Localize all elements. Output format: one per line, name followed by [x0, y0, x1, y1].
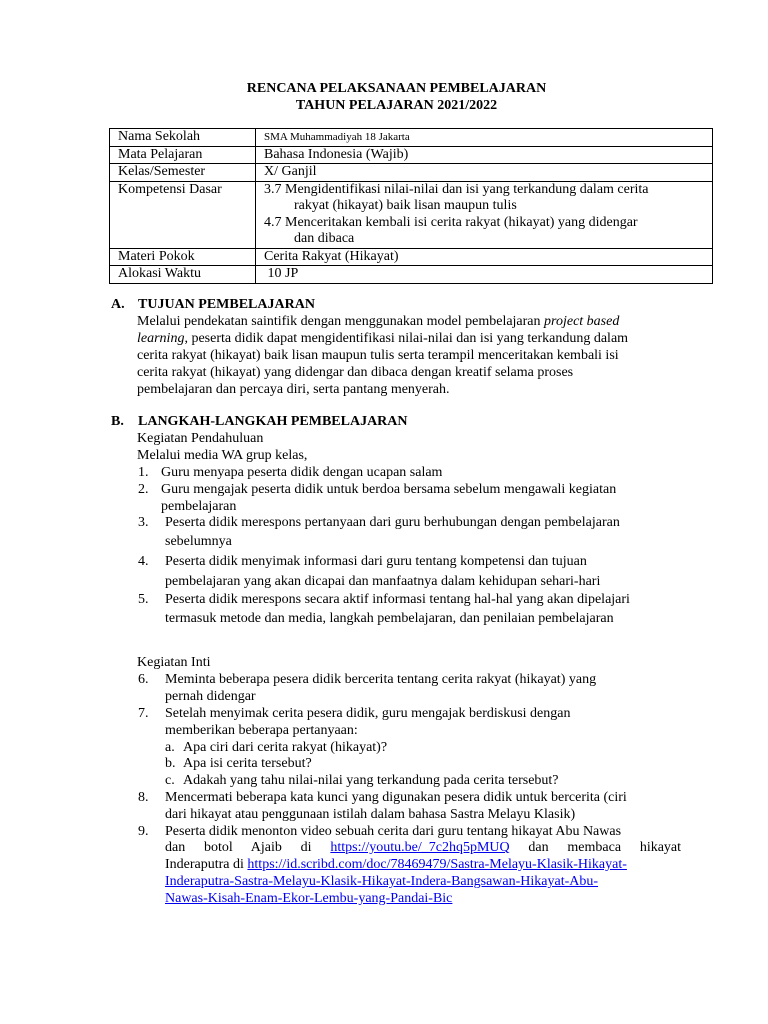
step-number: 4.: [138, 554, 149, 569]
step-9-line-1: Peserta didik menonton video sebuah cerita dari guru tentang hikayat Abu Nawas: [165, 824, 622, 839]
text-run: Inderaputra di: [165, 857, 248, 872]
intro-heading: Kegiatan Pendahuluan: [137, 431, 264, 446]
step-1: Guru menyapa peserta didik dengan ucapan salam: [161, 465, 443, 480]
step-5-line-1: Peserta didik merespons secara aktif informasi tentang hal-hal yang akan dipelajari: [165, 592, 630, 607]
subject-value: Bahasa Indonesia (Wajib): [256, 146, 713, 164]
text-run: membaca: [567, 840, 622, 855]
kd-2-line2: dan dibaca: [294, 231, 355, 246]
step-4-line-1: Peserta didik menyimak informasi dari guru tentang kompetensi dan tujuan: [165, 554, 587, 569]
section-a-line-5: pembelajaran dan percaya diri, serta pantang menyerah.: [137, 382, 450, 397]
italic-run: project based: [544, 314, 620, 329]
table-row: [110, 266, 713, 284]
kd-label: Kompetensi Dasar: [110, 181, 256, 248]
step-number: 2.: [138, 482, 149, 497]
text-run: dan: [165, 840, 186, 855]
scribd-link-end[interactable]: Nawas-Kisah-Enam-Ekor-Lembu-yang-Pandai-Bic: [165, 891, 453, 906]
text-run: dan: [528, 840, 549, 855]
question-label: c.: [165, 773, 175, 788]
section-b-heading: [111, 414, 408, 430]
school-value: SMA Muhammadiyah 18 Jakarta: [256, 129, 713, 147]
step-number: 3.: [138, 515, 149, 530]
materi-value: Cerita Rakyat (Hikayat): [256, 248, 713, 266]
step-8-line-2: dari hikayat atau penggunaan istilah dalam bahasa Sastra Melayu Klasik): [165, 807, 576, 822]
step-9-line-4: [165, 874, 598, 890]
scribd-link[interactable]: https://id.scribd.com/doc/78469479/Sastra-Melayu-Klasik-Hikayat-: [247, 857, 627, 872]
intro-sub: Melalui media WA grup kelas,: [137, 448, 308, 463]
step-9-line-5: [165, 891, 452, 907]
section-b-letter: B.: [111, 414, 124, 429]
class-label: Kelas/Semester: [110, 164, 256, 182]
table-row: [110, 181, 713, 248]
step-9-line-2: [165, 840, 681, 856]
step-7-line-1: Setelah menyimak cerita pesera didik, guru mengajak berdiskusi dengan: [165, 706, 571, 721]
doc-title: RENCANA PELAKSANAAN PEMBELAJARAN: [246, 81, 547, 96]
text-run: , peserta didik dapat mengidentifikasi nilai-nilai dan isi yang terkandung dalam: [184, 331, 629, 346]
table-row: [110, 129, 713, 147]
kd-2-line1: 4.7 Menceritakan kembali isi cerita rakyat (hikayat) yang didengar: [264, 214, 638, 230]
step-2-line-2: pembelajaran: [161, 499, 237, 514]
text-run: Melalui pendekatan saintifik dengan menggunakan model pembelajaran: [137, 314, 545, 329]
kd-value: [256, 181, 713, 248]
step-number: 9.: [138, 824, 149, 839]
section-a-line-4: cerita rakyat (hikayat) yang didengar dan dibaca dengan kreatif selama proses: [137, 365, 574, 380]
step-9-line-3: [165, 857, 627, 873]
info-table: [109, 128, 713, 284]
kd-1-line1: 3.7 Mengidentifikasi nilai-nilai dan isi yang terkandung dalam cerita: [264, 181, 649, 197]
section-a-line-1: [137, 314, 619, 330]
question-b: Apa isi cerita tersebut?: [183, 756, 312, 771]
scribd-link-cont[interactable]: Inderaputra-Sastra-Melayu-Klasik-Hikayat-Indera-Bangsawan-Hikayat-Abu-: [165, 874, 599, 889]
step-5-line-2: termasuk metode dan media, langkah pembelajaran, dan penilaian pembelajaran: [165, 611, 614, 626]
question-c: Adakah yang tahu nilai-nilai yang terkandung pada cerita tersebut?: [183, 773, 559, 788]
text-run: botol: [204, 840, 233, 855]
step-number: 8.: [138, 790, 149, 805]
step-3-line-2: sebelumnya: [165, 534, 232, 549]
section-a-line-2: [137, 331, 628, 347]
class-value: X/ Ganjil: [256, 164, 713, 182]
text-run: Ajaib: [250, 840, 282, 855]
section-a-title: TUJUAN PEMBELAJARAN: [138, 297, 315, 312]
table-row: [110, 248, 713, 266]
section-b-title: LANGKAH-LANGKAH PEMBELAJARAN: [138, 414, 408, 429]
question-a: Apa ciri dari cerita rakyat (hikayat)?: [183, 740, 388, 755]
doc-subtitle: TAHUN PELAJARAN 2021/2022: [295, 98, 498, 113]
question-label: a.: [165, 740, 175, 755]
youtube-link[interactable]: https://youtu.be/_7c2hq5pMUQ: [330, 840, 510, 855]
section-a-heading: [111, 297, 315, 313]
text-run: di: [300, 840, 312, 855]
section-a-line-3: cerita rakyat (hikayat) baik lisan maupun tulis serta terampil menceritakan kembali isi: [137, 348, 619, 363]
step-7-line-2: memberikan beberapa pertanyaan:: [165, 723, 358, 738]
alokasi-label: Alokasi Waktu: [110, 266, 256, 284]
step-6-line-2: pernah didengar: [165, 689, 256, 704]
school-label: Nama Sekolah: [110, 129, 256, 147]
step-8-line-1: Mencermati beberapa kata kunci yang digunakan pesera didik untuk bercerita (ciri: [165, 790, 627, 805]
text-run: hikayat: [639, 840, 682, 855]
step-number: 1.: [138, 465, 149, 480]
kd-1-line2: rakyat (hikayat) baik lisan maupun tulis: [294, 198, 517, 213]
step-2-line-1: Guru mengajak peserta didik untuk berdoa bersama sebelum mengawali kegiatan: [161, 482, 617, 497]
section-a-letter: A.: [111, 297, 125, 312]
core-heading: Kegiatan Inti: [137, 655, 211, 670]
step-3-line-1: Peserta didik merespons pertanyaan dari guru berhubungan dengan pembelajaran: [165, 515, 620, 530]
alokasi-value: 10 JP: [256, 266, 713, 284]
step-4-line-2: pembelajaran yang akan dicapai dan manfaatnya dalam kehidupan sehari-hari: [165, 574, 601, 589]
step-6-line-1: Meminta beberapa pesera didik bercerita tentang cerita rakyat (hikayat) yang: [165, 672, 597, 687]
step-number: 5.: [138, 592, 149, 607]
question-label: b.: [165, 756, 176, 771]
subject-label: Mata Pelajaran: [110, 146, 256, 164]
table-row: [110, 146, 713, 164]
step-number: 7.: [138, 706, 149, 721]
italic-run: learning: [137, 331, 185, 346]
table-row: [110, 164, 713, 182]
materi-label: Materi Pokok: [110, 248, 256, 266]
step-number: 6.: [138, 672, 149, 687]
